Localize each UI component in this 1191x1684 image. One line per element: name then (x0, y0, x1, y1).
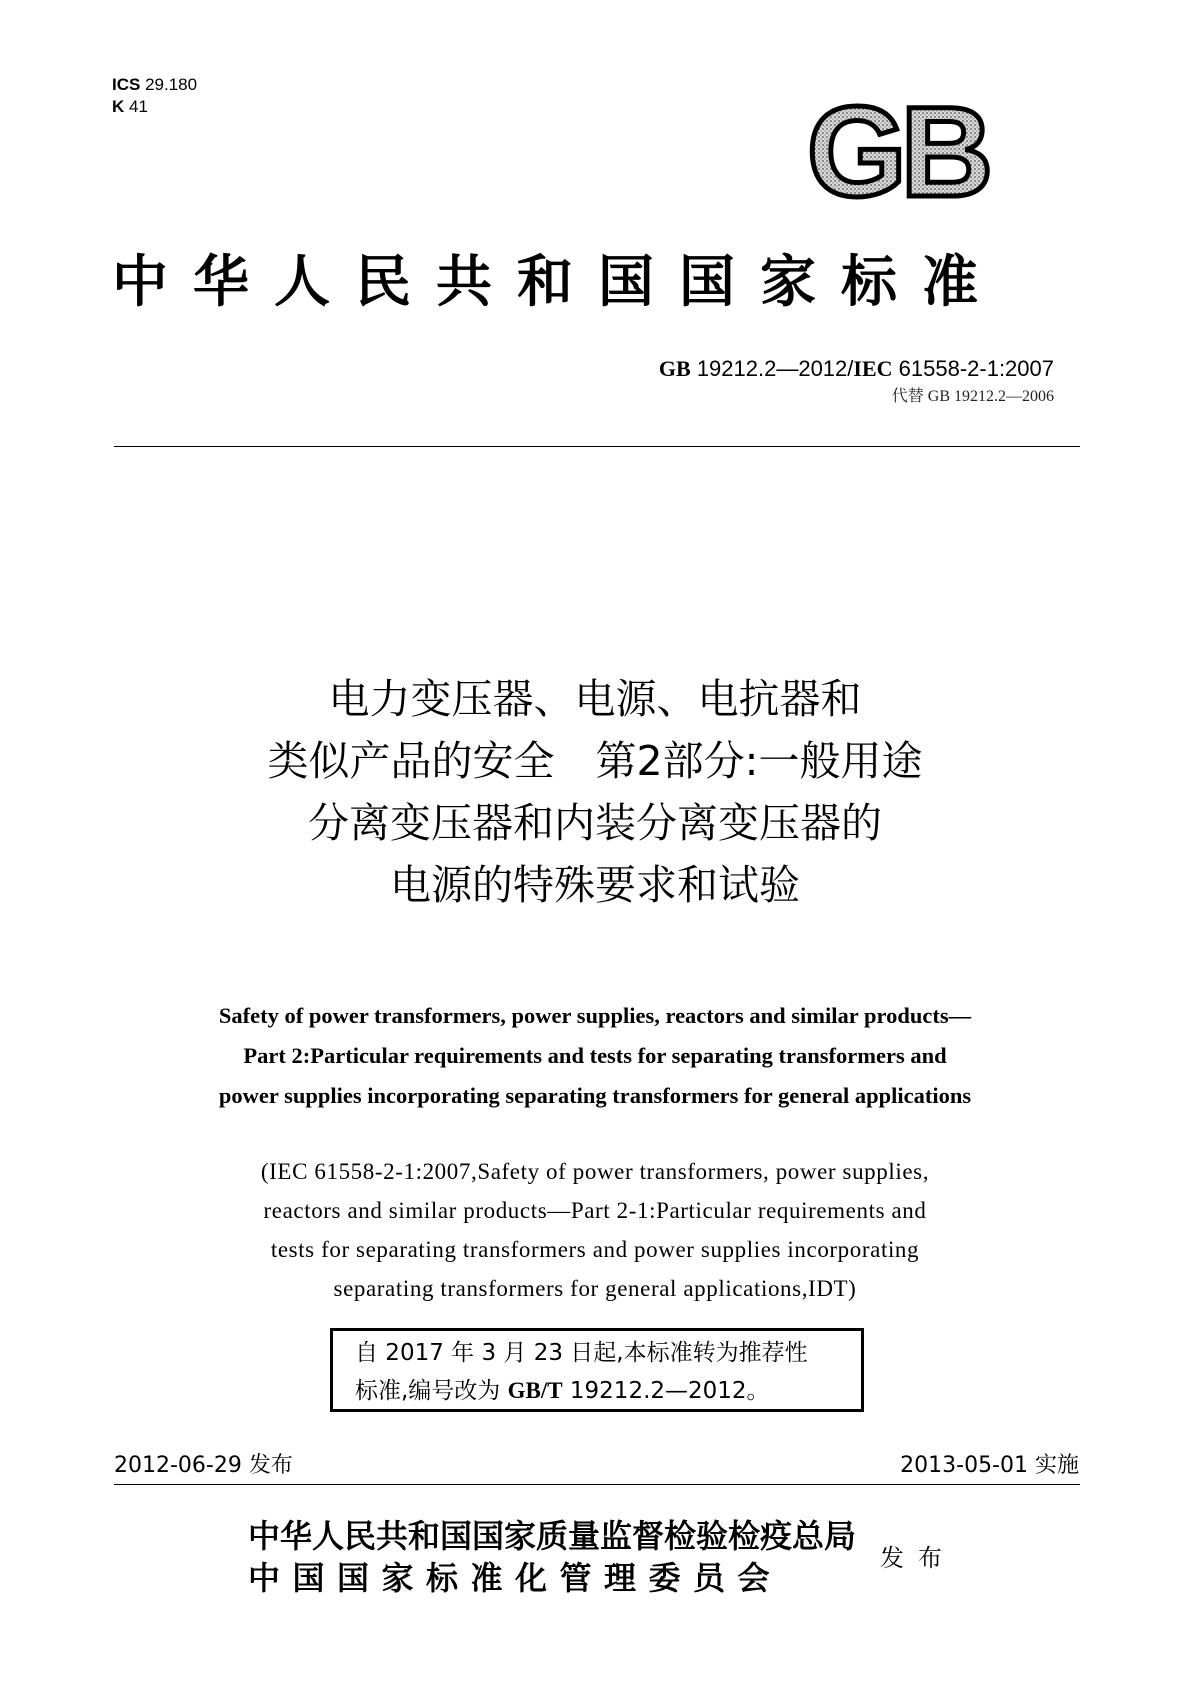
chinese-title-line: 电力变压器、电源、电抗器和 (328, 675, 862, 723)
notice-line-2-text: 标准,编号改为 (355, 1378, 508, 1404)
iec-prefix: IEC (853, 356, 893, 381)
issuer-aqsiq: 中华人民共和国国家质量监督检验检疫总局 (248, 1517, 857, 1555)
english-title (100, 996, 1090, 1116)
standard-number (659, 356, 1054, 382)
recommended-standard-notice (330, 1328, 864, 1412)
english-title-line: Part 2:Particular requirements and tests for separating transformers and (243, 1043, 947, 1068)
ccs-label: K (112, 97, 125, 116)
national-standard-title: 中华人民共和国国家标准 (112, 250, 1003, 315)
issue-label: 发布 (880, 1544, 956, 1572)
issuing-authorities (248, 1515, 856, 1599)
chinese-title-line: 类似产品的安全 第2部分:一般用途 (267, 737, 923, 785)
standard-prefix: GB (658, 356, 691, 381)
english-title-line: power supplies incorporating separating transformers for general applications (218, 1083, 972, 1108)
implementation-date: 2013-05-01 实施 (900, 1453, 1079, 1478)
gb-logo-text: GB (807, 92, 987, 212)
standard-code: 19212.2—2012/ (696, 356, 854, 381)
iec-equivalence (100, 1152, 1090, 1308)
ics-value: 29.180 (145, 75, 198, 94)
iec-equivalence-line: tests for separating transformers and power supplies incorporating (270, 1237, 920, 1262)
ics-label: ICS (112, 75, 141, 94)
replaced-standard: 代替 GB 19212.2—2006 (891, 388, 1054, 405)
iec-equivalence-line: reactors and similar products—Part 2-1:Particular requirements and (263, 1198, 927, 1223)
ics-code (112, 74, 197, 96)
notice-new-code-prefix: GB/T (507, 1378, 563, 1403)
notice-line-1: 自 2017 年 3 月 23 日起,本标准转为推荐性 (355, 1340, 808, 1366)
footer-divider (114, 1484, 1080, 1485)
iec-equivalence-line: separating transformers for general applications,IDT) (333, 1276, 857, 1301)
gb-logo (782, 92, 1012, 212)
notice-line-2 (355, 1372, 861, 1410)
iec-equivalence-line: (IEC 61558-2-1:2007,Safety of power transformers, power supplies, (260, 1159, 930, 1184)
chinese-title-line: 电源的特殊要求和试验 (390, 861, 800, 909)
header-divider (114, 446, 1080, 447)
chinese-title (100, 668, 1090, 916)
iec-code: 61558-2-1:2007 (898, 356, 1054, 381)
publish-date: 2012-06-29 发布 (114, 1453, 293, 1478)
english-title-line: Safety of power transformers, power supplies, reactors and similar products— (218, 1003, 972, 1028)
ccs-code (112, 96, 197, 118)
ccs-value: 41 (129, 97, 148, 116)
chinese-title-line: 分离变压器和内装分离变压器的 (308, 799, 882, 847)
notice-new-code: 19212.2—2012。 (562, 1378, 770, 1404)
issuer-sac: 中国国家标准化管理委员会 (248, 1559, 783, 1597)
classification-codes (112, 74, 197, 118)
